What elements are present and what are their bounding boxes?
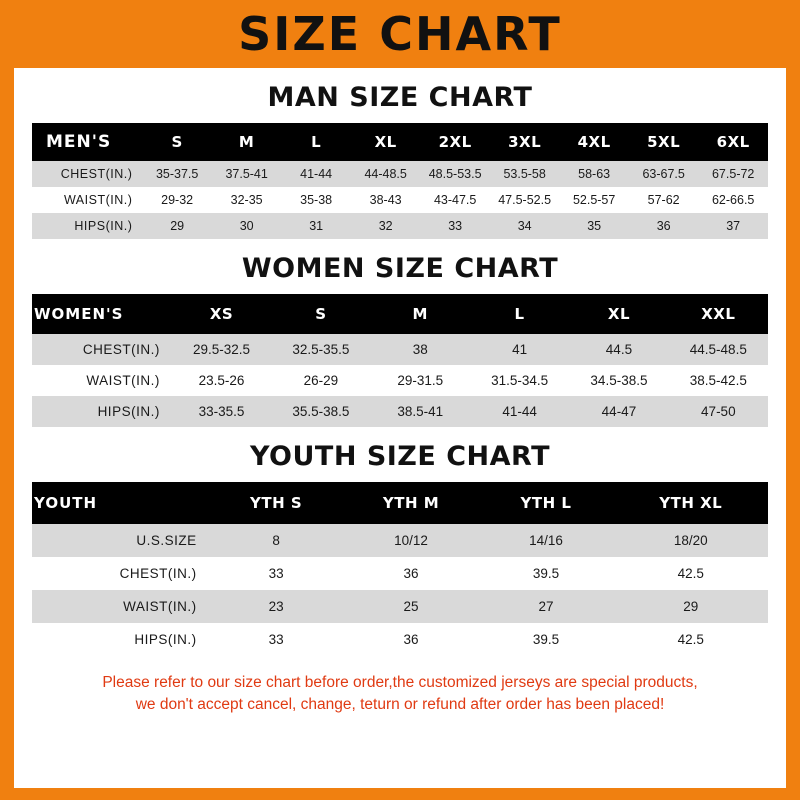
women-table-wrap (14, 294, 786, 427)
women-col-l: L (470, 294, 569, 334)
youth-hips-xl: 42.5 (613, 623, 768, 656)
men-hips-xl: 32 (351, 213, 421, 239)
page-title: SIZE CHART (238, 7, 562, 61)
men-col-3xl: 3XL (490, 123, 560, 161)
table-header-row (32, 294, 768, 334)
men-col-5xl: 5XL (629, 123, 699, 161)
women-waist-label: WAIST(IN.) (32, 365, 172, 396)
table-header-row (32, 482, 768, 524)
men-hips-4xl: 35 (559, 213, 629, 239)
youth-waist-m: 25 (344, 590, 479, 623)
men-waist-m: 32-35 (212, 187, 282, 213)
youth-row-label-header: YOUTH (32, 482, 209, 524)
men-chest-s: 35-37.5 (142, 161, 212, 187)
men-col-2xl: 2XL (420, 123, 490, 161)
men-chest-l: 41-44 (281, 161, 351, 187)
youth-chest-m: 36 (344, 557, 479, 590)
women-chest-xxl: 44.5-48.5 (669, 334, 768, 365)
youth-section-title: YOUTH SIZE CHART (249, 441, 551, 472)
men-hips-6xl: 37 (698, 213, 768, 239)
women-waist-m: 29-31.5 (371, 365, 470, 396)
men-col-6xl: 6XL (698, 123, 768, 161)
table-row (32, 557, 768, 590)
men-col-4xl: 4XL (559, 123, 629, 161)
men-waist-6xl: 62-66.5 (698, 187, 768, 213)
men-waist-s: 29-32 (142, 187, 212, 213)
youth-chest-xl: 42.5 (613, 557, 768, 590)
youth-waist-label: WAIST(IN.) (32, 590, 209, 623)
women-col-xxl: XXL (669, 294, 768, 334)
men-hips-3xl: 34 (490, 213, 560, 239)
women-hips-xxl: 47-50 (669, 396, 768, 427)
youth-hips-label: HIPS(IN.) (32, 623, 209, 656)
women-waist-s: 26-29 (271, 365, 370, 396)
women-section-title: WOMEN SIZE CHART (241, 253, 559, 284)
men-waist-2xl: 43-47.5 (420, 187, 490, 213)
table-row (32, 590, 768, 623)
women-hips-xl: 44-47 (569, 396, 668, 427)
table-row (32, 396, 768, 427)
women-chest-m: 38 (371, 334, 470, 365)
women-waist-xxl: 38.5-42.5 (669, 365, 768, 396)
men-waist-label: WAIST(IN.) (32, 187, 142, 213)
men-chest-m: 37.5-41 (212, 161, 282, 187)
page-banner (0, 0, 800, 68)
women-hips-xs: 33-35.5 (172, 396, 271, 427)
women-chest-xs: 29.5-32.5 (172, 334, 271, 365)
table-header-row (32, 123, 768, 161)
table-row (32, 187, 768, 213)
men-section-title: MAN SIZE CHART (267, 82, 533, 113)
women-col-m: M (371, 294, 470, 334)
women-hips-s: 35.5-38.5 (271, 396, 370, 427)
table-row (32, 334, 768, 365)
women-chest-l: 41 (470, 334, 569, 365)
men-hips-2xl: 33 (420, 213, 490, 239)
women-hips-m: 38.5-41 (371, 396, 470, 427)
men-chest-4xl: 58-63 (559, 161, 629, 187)
youth-chest-label: CHEST(IN.) (32, 557, 209, 590)
men-hips-s: 29 (142, 213, 212, 239)
youth-table-wrap (14, 482, 786, 656)
men-chest-3xl: 53.5-58 (490, 161, 560, 187)
youth-col-l: YTH L (479, 482, 614, 524)
footer-line-2: we don't accept cancel, change, teturn or refund after order has been placed! (135, 696, 665, 714)
men-waist-l: 35-38 (281, 187, 351, 213)
youth-hips-s: 33 (209, 623, 344, 656)
table-row (32, 161, 768, 187)
women-hips-label: HIPS(IN.) (32, 396, 172, 427)
women-waist-l: 31.5-34.5 (470, 365, 569, 396)
men-col-m: M (212, 123, 282, 161)
men-waist-5xl: 57-62 (629, 187, 699, 213)
women-col-xs: XS (172, 294, 271, 334)
women-waist-xs: 23.5-26 (172, 365, 271, 396)
men-chest-label: CHEST(IN.) (32, 161, 142, 187)
youth-hips-l: 39.5 (479, 623, 614, 656)
bottom-accent-bar (0, 788, 800, 800)
youth-waist-s: 23 (209, 590, 344, 623)
footer-line-1: Please refer to our size chart before order,the customized jerseys are special products, (102, 674, 698, 691)
men-hips-5xl: 36 (629, 213, 699, 239)
women-hips-l: 41-44 (470, 396, 569, 427)
men-col-xl: XL (351, 123, 421, 161)
youth-waist-xl: 29 (613, 590, 768, 623)
table-row (32, 213, 768, 239)
youth-size-table (32, 482, 768, 656)
men-waist-xl: 38-43 (351, 187, 421, 213)
men-chest-xl: 44-48.5 (351, 161, 421, 187)
youth-ussize-m: 10/12 (344, 524, 479, 557)
women-size-table (32, 294, 768, 427)
men-chest-5xl: 63-67.5 (629, 161, 699, 187)
women-col-s: S (271, 294, 370, 334)
men-chest-6xl: 67.5-72 (698, 161, 768, 187)
men-row-label-header: MEN'S (32, 123, 142, 161)
women-chest-xl: 44.5 (569, 334, 668, 365)
table-row (32, 365, 768, 396)
men-table-wrap (14, 123, 786, 239)
men-hips-m: 30 (212, 213, 282, 239)
youth-chest-s: 33 (209, 557, 344, 590)
youth-ussize-s: 8 (209, 524, 344, 557)
table-row (32, 623, 768, 656)
men-hips-l: 31 (281, 213, 351, 239)
women-row-label-header: WOMEN'S (32, 294, 172, 334)
men-hips-label: HIPS(IN.) (32, 213, 142, 239)
youth-waist-l: 27 (479, 590, 614, 623)
women-waist-xl: 34.5-38.5 (569, 365, 668, 396)
youth-ussize-label: U.S.SIZE (32, 524, 209, 557)
youth-col-xl: YTH XL (613, 482, 768, 524)
youth-col-m: YTH M (344, 482, 479, 524)
men-size-table (32, 123, 768, 239)
youth-col-s: YTH S (209, 482, 344, 524)
footer-note (14, 672, 786, 717)
men-waist-4xl: 52.5-57 (559, 187, 629, 213)
youth-ussize-xl: 18/20 (613, 524, 768, 557)
men-waist-3xl: 47.5-52.5 (490, 187, 560, 213)
men-col-l: L (281, 123, 351, 161)
women-chest-s: 32.5-35.5 (271, 334, 370, 365)
men-col-s: S (142, 123, 212, 161)
youth-chest-l: 39.5 (479, 557, 614, 590)
women-col-xl: XL (569, 294, 668, 334)
women-chest-label: CHEST(IN.) (32, 334, 172, 365)
youth-hips-m: 36 (344, 623, 479, 656)
men-chest-2xl: 48.5-53.5 (420, 161, 490, 187)
youth-ussize-l: 14/16 (479, 524, 614, 557)
table-row (32, 524, 768, 557)
